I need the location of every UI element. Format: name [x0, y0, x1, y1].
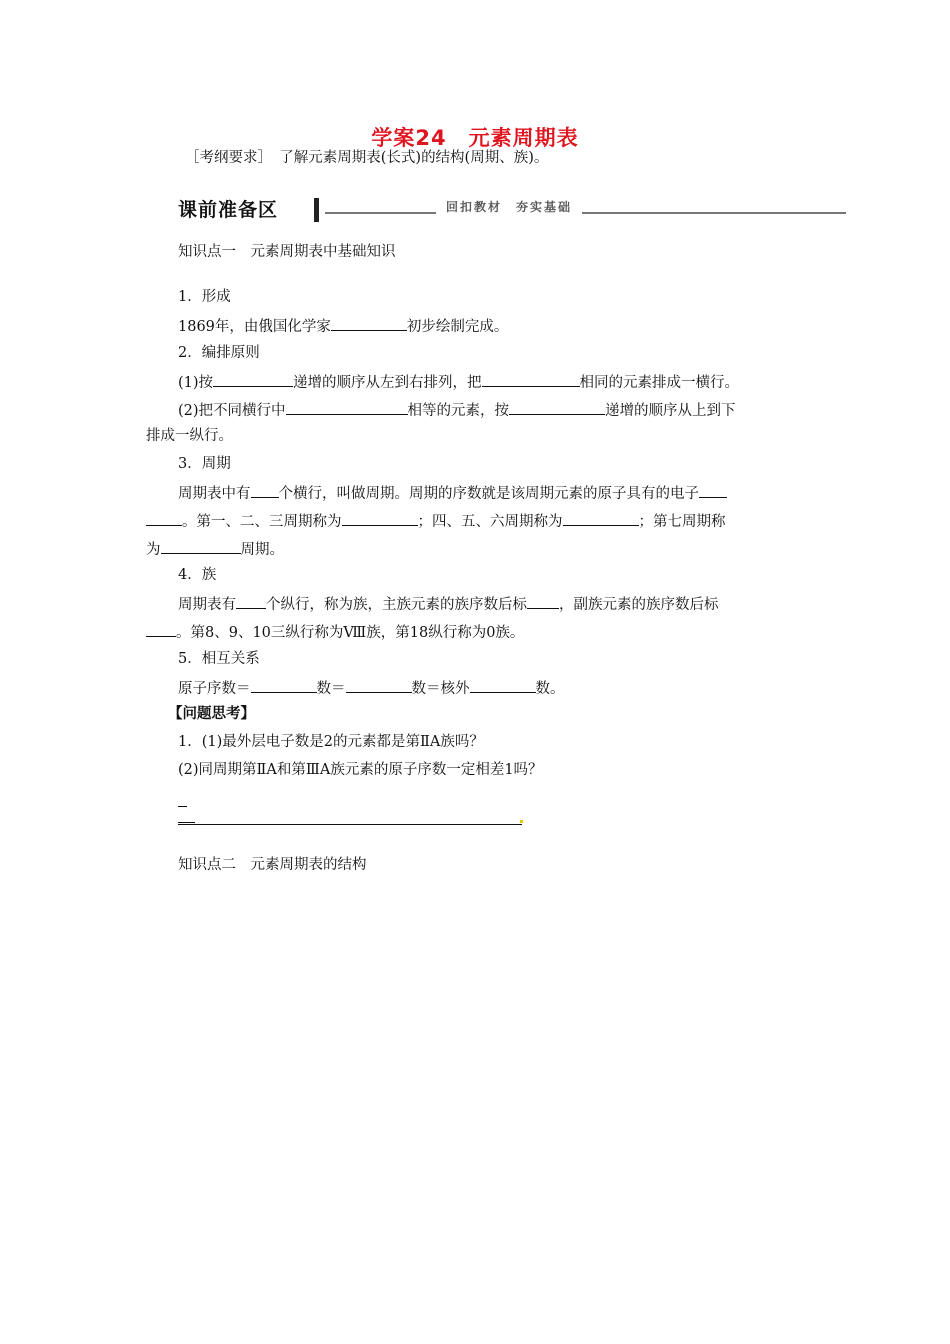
answer-line-start: [178, 822, 195, 823]
banner-rule: [325, 212, 846, 214]
blank-electron-shells-b[interactable]: [146, 510, 182, 526]
blank-sub-group-suffix[interactable]: [146, 621, 176, 637]
page-title: 学案24 元素周期表: [371, 126, 579, 150]
kp2-heading: 知识点二 元素周期表的结构: [178, 857, 367, 873]
section-3-line-2: 。第一、二、三周期称为 ；四、五、六周期称为 ；第七周期称: [146, 510, 726, 532]
blank-electron[interactable]: [470, 677, 536, 693]
section-1-text: 1869年，由俄国化学家 初步绘制完成。: [178, 315, 508, 337]
banner-tag: 课前准备区: [178, 199, 279, 221]
section-banner: [178, 196, 846, 224]
blank-electron-shells-a[interactable]: [699, 482, 727, 498]
section-4-title: 4．族: [178, 567, 217, 583]
section-4-line-2: 。第8、9、10三纵行称为Ⅷ族，第18纵行称为0族。: [146, 621, 524, 643]
marker-dot: [520, 820, 523, 823]
section-3-line-3: 为 周期。: [146, 538, 284, 560]
kp1-heading: 知识点一 元素周期表中基础知识: [178, 244, 396, 260]
blank-nuclear-charge[interactable]: [251, 677, 317, 693]
banner-divider: [314, 198, 319, 222]
answer-line[interactable]: [178, 824, 522, 825]
blank-column-count[interactable]: [236, 593, 266, 609]
blank-row-count[interactable]: [251, 482, 279, 498]
section-2-title: 2．编排原则: [178, 345, 260, 361]
section-2-item-2: (2)把不同横行中 相等的元素，按 递增的顺序从上到下: [178, 399, 736, 421]
blank-increasing[interactable]: [509, 399, 605, 415]
question-label: 【问题思考】: [168, 705, 255, 722]
blank-order-by[interactable]: [213, 371, 293, 387]
section-4-line-1: 周期表有 个纵行，称为族，主族元素的族序数后标 ，副族元素的族序数后标: [178, 593, 719, 615]
blank-chemist[interactable]: [331, 315, 407, 331]
section-5-text: 原子序数＝ 数＝ 数＝核外 数。: [178, 677, 565, 699]
blank-long-period[interactable]: [563, 510, 639, 526]
question-1: 1．(1)最外层电子数是2的元素都是第ⅡA族吗？: [178, 734, 484, 750]
question-2: (2)同周期第ⅡA和第ⅢA族元素的原子序数一定相差1吗？: [178, 762, 543, 778]
blank-short-period[interactable]: [342, 510, 418, 526]
blank-seventh-period[interactable]: [161, 538, 241, 554]
section-5-title: 5．相互关系: [178, 651, 260, 667]
banner-subtitle: 回扣教材 夯实基础: [436, 198, 582, 215]
exam-requirement: ［考纲要求］ 了解元素周期表(长式)的结构(周期、族)。: [185, 150, 549, 166]
section-2-item-2-cont: 排成一纵行。: [146, 428, 233, 444]
section-3-line-1: 周期表中有 个横行，叫做周期。周期的序数就是该周期元素的原子具有的电子: [178, 482, 727, 504]
blank-proton[interactable]: [346, 677, 412, 693]
blank-main-group-suffix[interactable]: [527, 593, 559, 609]
section-2-item-1: (1)按 递增的顺序从左到右排列，把 相同的元素排成一横行。: [178, 371, 739, 393]
blank-same-row[interactable]: [482, 371, 580, 387]
answer-dash: [178, 806, 187, 807]
blank-equal-property[interactable]: [286, 399, 408, 415]
section-3-title: 3．周期: [178, 456, 231, 472]
section-1-title: 1．形成: [178, 289, 231, 305]
